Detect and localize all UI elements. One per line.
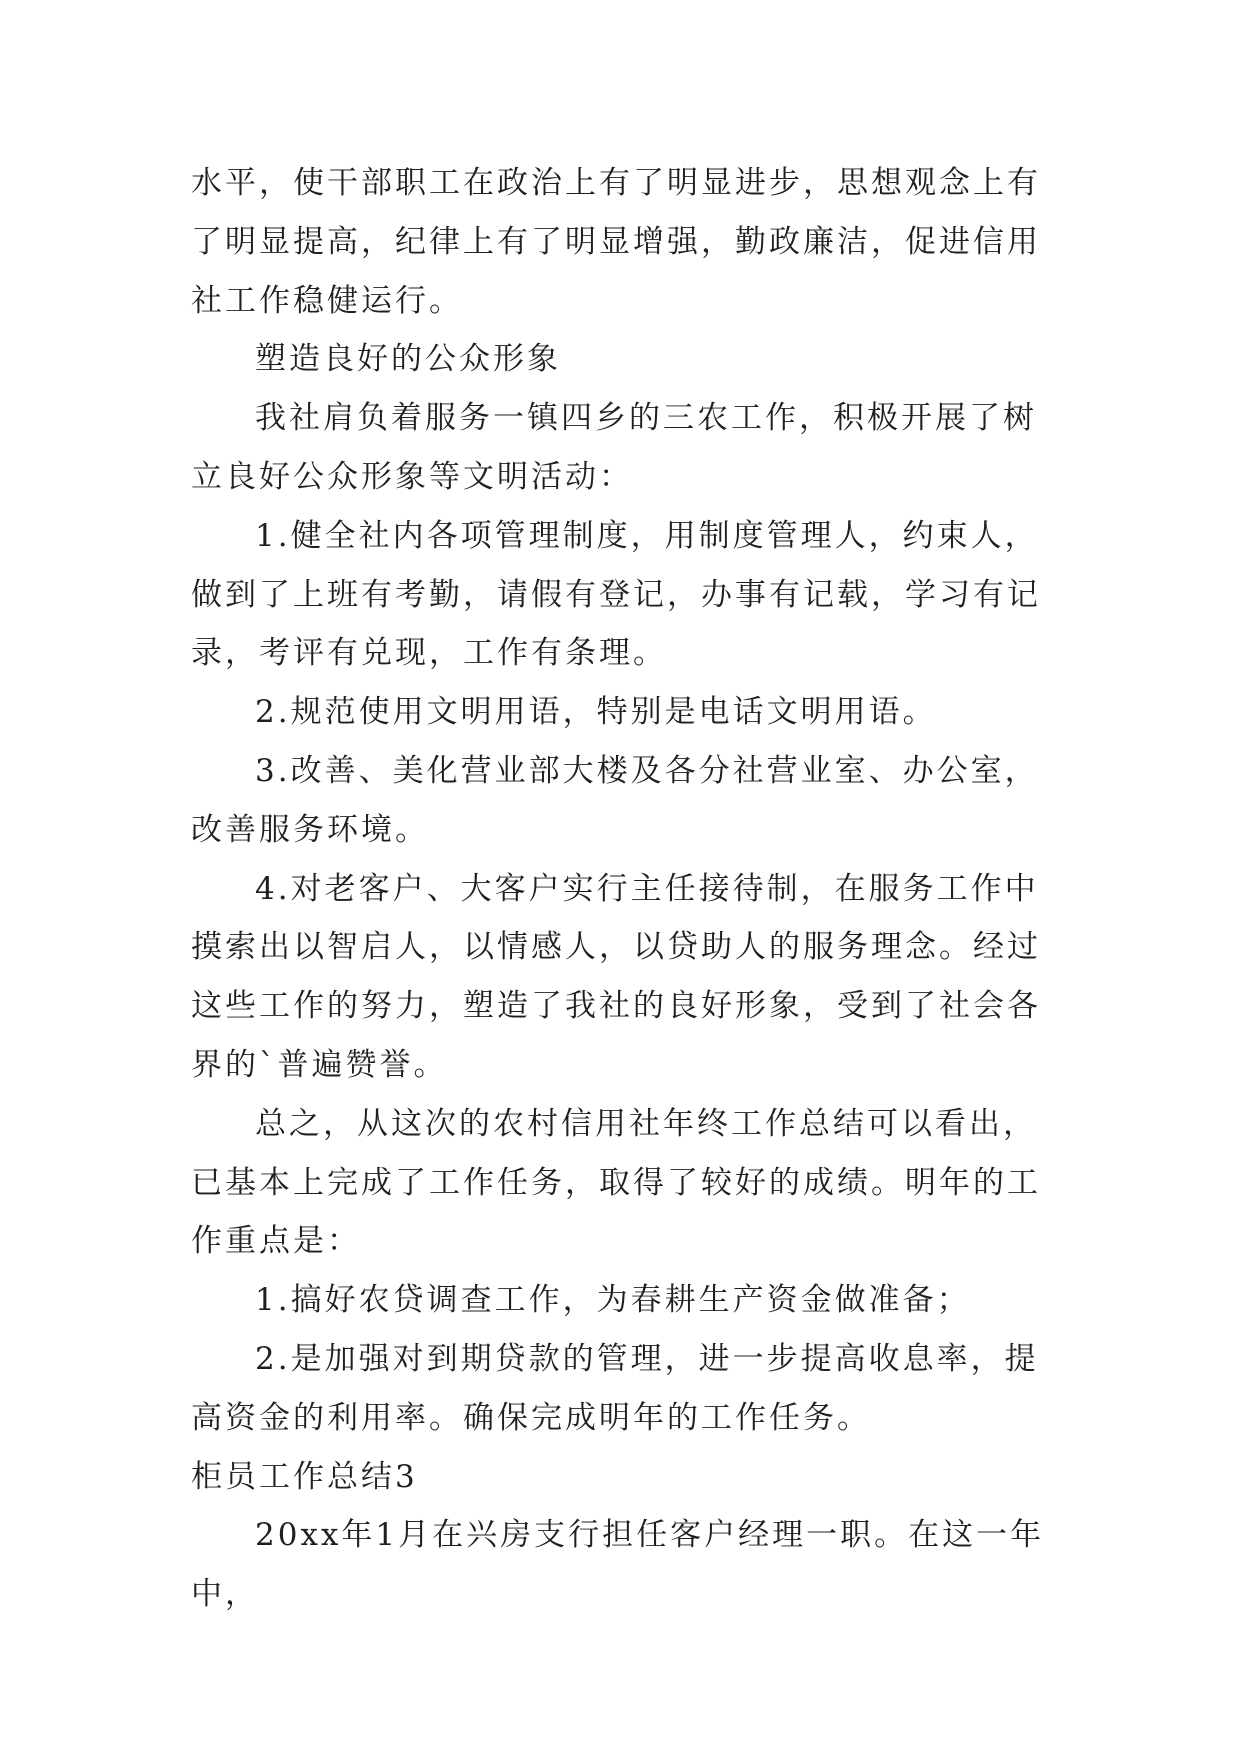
section-heading: 塑造良好的公众形象 — [255, 341, 561, 378]
paragraph: 20xx年1月在兴房支行担任客户经理一职。在这一年中， — [191, 1517, 1045, 1613]
paragraph: 我社肩负着服务一镇四乡的三农工作，积极开展了树立良好公众形象等文明活动： — [191, 400, 1037, 495]
list-item: 2.规范使用文明用语，特别是电话文明用语。 — [255, 694, 937, 731]
list-item: 4.对老客户、大客户实行主任接待制，在服务工作中摸索出以智启人，以情感人，以贷助人的服务理念。经过这些工作的努力，塑造了我社的良好形象，受到了社会各界的`普遍赞誉。 — [191, 870, 1041, 1083]
document-body — [191, 154, 1051, 1624]
paragraph: 水平，使干部职工在政治上有了明显进步，思想观念上有了明显提高，纪律上有了明显增强，勤政廉洁，促进信用社工作稳健运行。 — [191, 165, 1041, 319]
list-item: 1.搞好农贷调查工作，为春耕生产资金做准备； — [255, 1282, 971, 1319]
list-item: 2.是加强对到期贷款的管理，进一步提高收息率，提高资金的利用率。确保完成明年的工作任务。 — [191, 1340, 1039, 1436]
section-title: 柜员工作总结3 — [191, 1458, 418, 1495]
list-item: 3.改善、美化营业部大楼及各分社营业室、办公室，改善服务环境。 — [191, 752, 1039, 848]
paragraph: 总之，从这次的农村信用社年终工作总结可以看出，已基本上完成了工作任务，取得了较好的成绩。明年的工作重点是： — [191, 1105, 1041, 1260]
list-item: 1.健全社内各项管理制度，用制度管理人，约束人，做到了上班有考勤，请假有登记，办事有记载，学习有记录，考评有兑现，工作有条理。 — [191, 517, 1041, 672]
